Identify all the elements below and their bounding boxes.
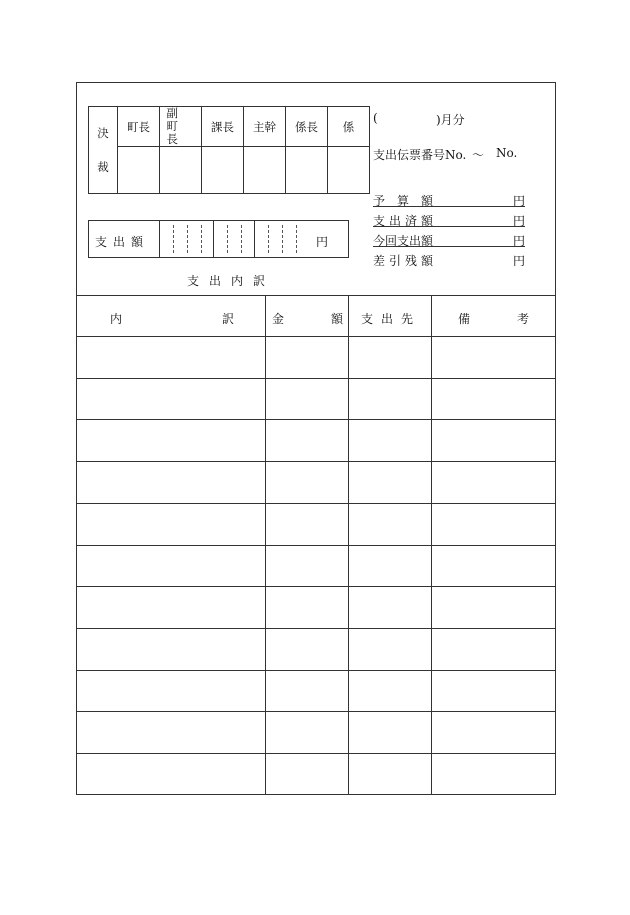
remarks-cell[interactable] [432, 712, 555, 752]
table-top-border [76, 295, 556, 296]
payee-cell[interactable] [349, 379, 431, 419]
breakdown-cell[interactable] [77, 712, 265, 752]
approval-stamp-grid [88, 106, 370, 194]
breakdown-cell[interactable] [77, 504, 265, 544]
remarks-cell[interactable] [432, 671, 555, 711]
stamp-box-staff[interactable] [328, 147, 370, 194]
payee-cell[interactable] [349, 712, 431, 752]
amount-cell[interactable] [266, 587, 348, 627]
role-header-deputy-mayor-label: 副町長 [166, 106, 182, 146]
spent-label: 支出済額 [373, 214, 438, 228]
voucher-number-end: No. [496, 146, 518, 160]
remaining-label: 差引残額 [373, 254, 438, 268]
remarks-cell[interactable] [432, 420, 555, 460]
budget-row [373, 192, 525, 207]
remaining-unit: 円 [512, 254, 525, 268]
amount-cell[interactable] [266, 712, 348, 752]
breakdown-cell[interactable] [77, 546, 265, 586]
payee-cell[interactable] [349, 671, 431, 711]
remarks-cell[interactable] [432, 504, 555, 544]
role-header-chief-officer: 主幹 [244, 107, 286, 147]
breakdown-cell[interactable] [77, 462, 265, 502]
breakdown-cell[interactable] [77, 420, 265, 460]
stamp-box-deputy-mayor[interactable] [160, 147, 202, 194]
remarks-cell[interactable] [432, 379, 555, 419]
amount-cell[interactable] [266, 546, 348, 586]
payee-cell[interactable] [349, 629, 431, 669]
stamp-box-subsection-chief[interactable] [286, 147, 328, 194]
payee-cell[interactable] [349, 754, 431, 794]
payee-cell[interactable] [349, 420, 431, 460]
amount-cell[interactable] [266, 629, 348, 669]
amount-input[interactable] [161, 223, 311, 257]
current-spend-row [373, 232, 525, 247]
voucher-tilde: 〜 [472, 148, 485, 162]
kessai-top-char: 決 [97, 126, 109, 140]
amount-cell[interactable] [266, 671, 348, 711]
breakdown-cell[interactable] [77, 671, 265, 711]
role-header-section-chief: 課長 [202, 107, 244, 147]
payee-cell[interactable] [349, 462, 431, 502]
budget-unit: 円 [512, 194, 525, 208]
header-payee: 支出先 [361, 312, 422, 326]
amount-separator [159, 221, 160, 257]
payee-cell[interactable] [349, 504, 431, 544]
breakdown-cell[interactable] [77, 379, 265, 419]
role-header-mayor: 町長 [118, 107, 160, 147]
remaining-row [373, 252, 525, 266]
amount-cell[interactable] [266, 504, 348, 544]
remarks-cell[interactable] [432, 754, 555, 794]
remarks-cell[interactable] [432, 337, 555, 377]
breakdown-cell[interactable] [77, 587, 265, 627]
role-header-subsection-chief: 係長 [286, 107, 328, 147]
breakdown-cell[interactable] [77, 754, 265, 794]
remarks-cell[interactable] [432, 462, 555, 502]
remarks-cell[interactable] [432, 546, 555, 586]
amount-cell[interactable] [266, 379, 348, 419]
amount-cell[interactable] [266, 337, 348, 377]
amount-box [88, 220, 349, 258]
amount-label: 支出額 [95, 235, 150, 249]
month-label: )月分 [436, 113, 465, 127]
amount-cell[interactable] [266, 420, 348, 460]
header-breakdown-a: 内 [110, 312, 123, 326]
payee-cell[interactable] [349, 587, 431, 627]
header-amount-a: 金 [272, 312, 285, 326]
remarks-cell[interactable] [432, 629, 555, 669]
role-header-deputy-mayor [160, 107, 202, 147]
stamp-box-chief-officer[interactable] [244, 147, 286, 194]
month-open-paren: ( [373, 111, 378, 125]
kessai-bottom-char: 裁 [97, 160, 109, 174]
header-amount-b: 額 [331, 312, 344, 326]
budget-label: 予算額 [373, 194, 446, 208]
voucher-number-label: 支出伝票番号No. [373, 148, 467, 162]
stamp-box-section-chief[interactable] [202, 147, 244, 194]
header-remarks-a: 備 [458, 312, 471, 326]
payee-cell[interactable] [349, 546, 431, 586]
header-breakdown-b: 訳 [222, 312, 235, 326]
breakdown-cell[interactable] [77, 337, 265, 377]
stamp-box-mayor[interactable] [118, 147, 160, 194]
breakdown-cell[interactable] [77, 629, 265, 669]
spent-unit: 円 [512, 214, 525, 228]
spent-row [373, 212, 525, 227]
kessai-cell [89, 107, 118, 194]
amount-cell[interactable] [266, 462, 348, 502]
current-spend-label: 今回支出額 [373, 234, 434, 248]
section-title: 支出内訳 [187, 274, 276, 288]
remarks-cell[interactable] [432, 587, 555, 627]
payee-cell[interactable] [349, 337, 431, 377]
header-remarks-b: 考 [517, 312, 530, 326]
amount-unit: 円 [315, 235, 328, 249]
current-spend-unit: 円 [512, 234, 525, 248]
amount-cell[interactable] [266, 754, 348, 794]
role-header-staff: 係 [328, 107, 370, 147]
